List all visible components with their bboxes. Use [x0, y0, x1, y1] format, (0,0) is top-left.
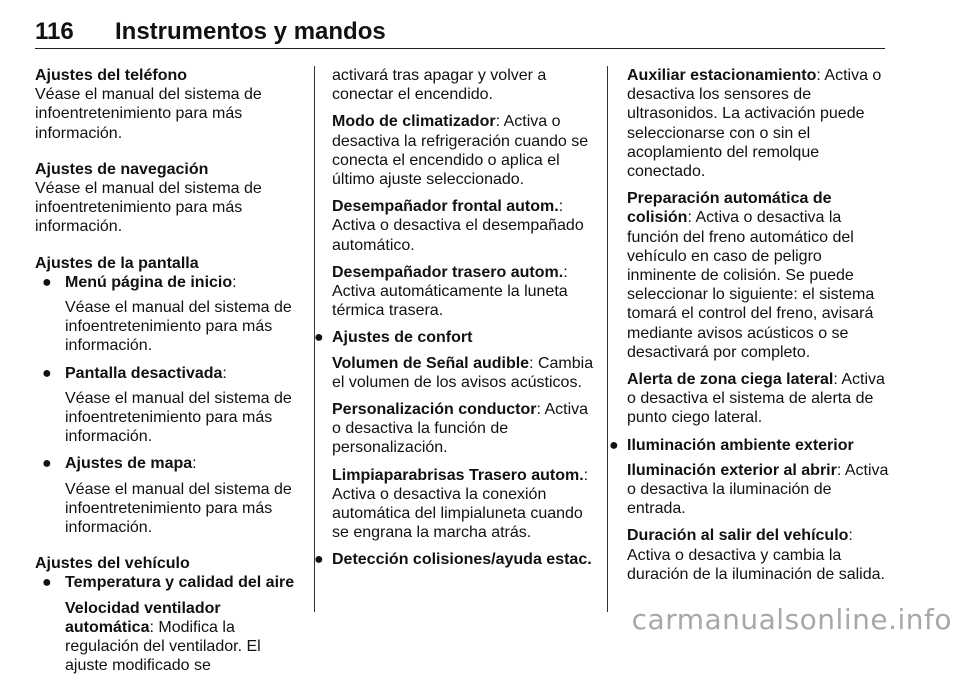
bullet: ●: [42, 273, 52, 291]
item-label: Ajustes de mapa: [65, 455, 193, 473]
entry-label: Desempañador trasero autom.: [332, 263, 564, 281]
list-item: [314, 550, 594, 569]
section-heading: Ajustes de la pantalla: [35, 254, 199, 272]
column-divider-2: [607, 66, 608, 612]
item-label: Detección colisiones/ayuda estac.: [332, 551, 592, 569]
bullet: ●: [42, 574, 52, 592]
section-heading: Ajustes de navegación: [35, 160, 209, 178]
entry-body: Activa automáticamente la luneta térmica trasera.: [332, 283, 568, 320]
bullet: ●: [314, 551, 324, 569]
list-item: ● Ajustes de mapa: Véase el manual del sistema de infoentretenimiento para más información.: [35, 454, 305, 537]
entry-body: Activa o desactiva y cambia la duración de la iluminación de salida.: [627, 546, 885, 583]
entry-label: Modo de climatizador: [332, 113, 496, 131]
list-item: ● Ajustes de confort Volumen de Señal audible: Cambia el volumen de los avisos acústicos. Personalización conductor: Activa o desactiva la función de personalización. Limpiaparabrisas Trasero autom.: Activa o desactiva la conexión automática del limpialuneta cuando se engrana la marcha atrás.: [314, 329, 594, 542]
page-title: Instrumentos y mandos: [115, 18, 386, 45]
display-settings-section: [35, 254, 305, 538]
entry-label: Personalización conductor: [332, 401, 537, 419]
watermark: carmanualsonline.info: [631, 603, 952, 636]
list-item: ● Pantalla desactivada: Véase el manual del sistema de infoentretenimiento para más información.: [35, 364, 305, 447]
entry-body: Activa o desactiva la iluminación de entrada.: [627, 461, 889, 518]
item-label: Ajustes de confort: [332, 329, 473, 347]
entry-body: Activa o desactiva el sistema de alerta de punto ciego lateral.: [627, 371, 885, 427]
entry-body: Activa o desactiva los sensores de ultrasonidos. La activación puede seleccionarse con o sin el acoplamiento del remolque conectado.: [627, 67, 882, 181]
entry-body: Activa o desactiva la función del freno automático del vehículo en caso de peligro inminente de colisión. Se puede seleccionar lo siguiente: el sistema tomará el control del freno, avisará mediante avisos acústicos o se desactivará por completo.: [627, 209, 875, 361]
item-label: Iluminación ambiente exterior: [627, 436, 854, 454]
entry-body: Activa o desactiva el desempañado automático.: [332, 217, 584, 254]
item-label: Menú página de inicio: [65, 273, 233, 291]
entry-label: Preparación automática de colisión: [627, 190, 832, 227]
list-item: ● Iluminación ambiente exterior Iluminación exterior al abrir: Activa o desactiva la iluminación de entrada. Duración al salir del vehículo: Activa o desactiva y cambia la duración de la iluminación de salida.: [627, 436, 893, 584]
item-label: Pantalla desactivada: [65, 364, 223, 382]
list-item: ● Menú página de inicio: Véase el manual del sistema de infoentretenimiento para más información.: [35, 273, 305, 356]
entry-label: Iluminación exterior al abrir: [627, 461, 837, 479]
bullet: ●: [609, 436, 619, 454]
entry-body: Modifica la regulación del ventilador. El ajuste modificado se: [65, 618, 261, 675]
phone-settings-section: [35, 66, 305, 143]
entry-label: Limpiaparabrisas Trasero autom.: [332, 466, 584, 484]
column-1: [35, 66, 305, 675]
entry-label: Auxiliar estacionamiento: [627, 67, 817, 84]
column-3: Auxiliar estacionamiento: Activa o desactiva los sensores de ultrasonidos. La activación puede seleccionarse con o sin el acoplamiento del remolque conectado. Preparación automática de colisión: Activa o desactiva la función del freno automático del vehículo en caso de peligro inminente de colisión. Se puede seleccionar lo siguiente: el sistema tomará el control del freno, avisará mediante avisos acústicos o se desactivará por completo. Alerta de zona ciega lateral: Activa o desactiva el sistema de alerta de punto ciego lateral. ● Iluminación ambiente exterior Iluminación exterior al abrir: Activa o desactiva la iluminación de entrada. Duración al salir del vehículo: Activa o desactiva y cambia la duración de la iluminación de salida.: [627, 66, 893, 584]
list-item: ● Temperatura y calidad del aire Velocidad ventilador automática: Modifica la regulación del ventilador. El ajuste modificado se: [35, 573, 305, 675]
entry-body: Activa o desactiva la conexión automática del limpialuneta cuando se engrana la marcha atrás.: [332, 485, 583, 542]
navigation-settings-section: [35, 160, 305, 237]
item-body: Véase el manual del sistema de infoentretenimiento para más información.: [65, 299, 292, 355]
entry-label: Alerta de zona ciega lateral: [627, 371, 834, 389]
bullet: ●: [314, 329, 324, 347]
item-label: Temperatura y calidad del aire: [65, 574, 295, 592]
section-body: Véase el manual del sistema de infoentretenimiento para más información.: [35, 86, 262, 142]
vehicle-settings-section: [35, 554, 305, 675]
bullet: ●: [42, 455, 52, 473]
section-body: Véase el manual del sistema de infoentretenimiento para más información.: [35, 180, 262, 236]
page-number: 116: [35, 18, 74, 45]
page-header: [35, 18, 885, 49]
entry-body: Activa o desactiva la función de personalización.: [332, 401, 589, 457]
entry-label: Velocidad ventilador automática: [65, 599, 221, 636]
entry-body: Cambia el volumen de los avisos acústicos.: [332, 354, 594, 391]
item-body: Véase el manual del sistema de infoentretenimiento para más información.: [65, 480, 292, 537]
column-2: activará tras apagar y volver a conectar el encendido. Modo de climatizador: Activa o desactiva la refrigeración cuando se conecta el encendido o aplica el último ajuste seleccionado. Desempañador frontal autom.: Activa o desactiva el desempañado automático. Desempañador trasero autom.: Activa automáticamente la luneta térmica trasera. ● Ajustes de confort Volumen de Señal audible: Cambia el volumen de los avisos acústicos. Personalización conductor: Activa o desactiva la función de personalización. Limpiaparabrisas Trasero autom.: Activa o desactiva la conexión automática del limpialuneta cuando se engrana la marcha atrás. ● Detección colisiones/ayuda estac.: [314, 67, 594, 569]
entry-label: Volumen de Señal audible: [332, 354, 530, 372]
entry-label: Duración al salir del vehículo: [627, 527, 849, 545]
bullet: ●: [42, 364, 52, 382]
continued-text: activará tras apagar y volver a conectar el encendido.: [332, 67, 547, 104]
entry-label: Desempañador frontal autom.: [332, 198, 559, 216]
item-body: Véase el manual del sistema de infoentretenimiento para más información.: [65, 389, 292, 446]
section-heading: Ajustes del teléfono: [35, 67, 188, 84]
entry-body: Activa o desactiva la refrigeración cuando se conecta el encendido o aplica el último ajuste seleccionado.: [332, 113, 589, 189]
section-heading: Ajustes del vehículo: [35, 555, 190, 573]
